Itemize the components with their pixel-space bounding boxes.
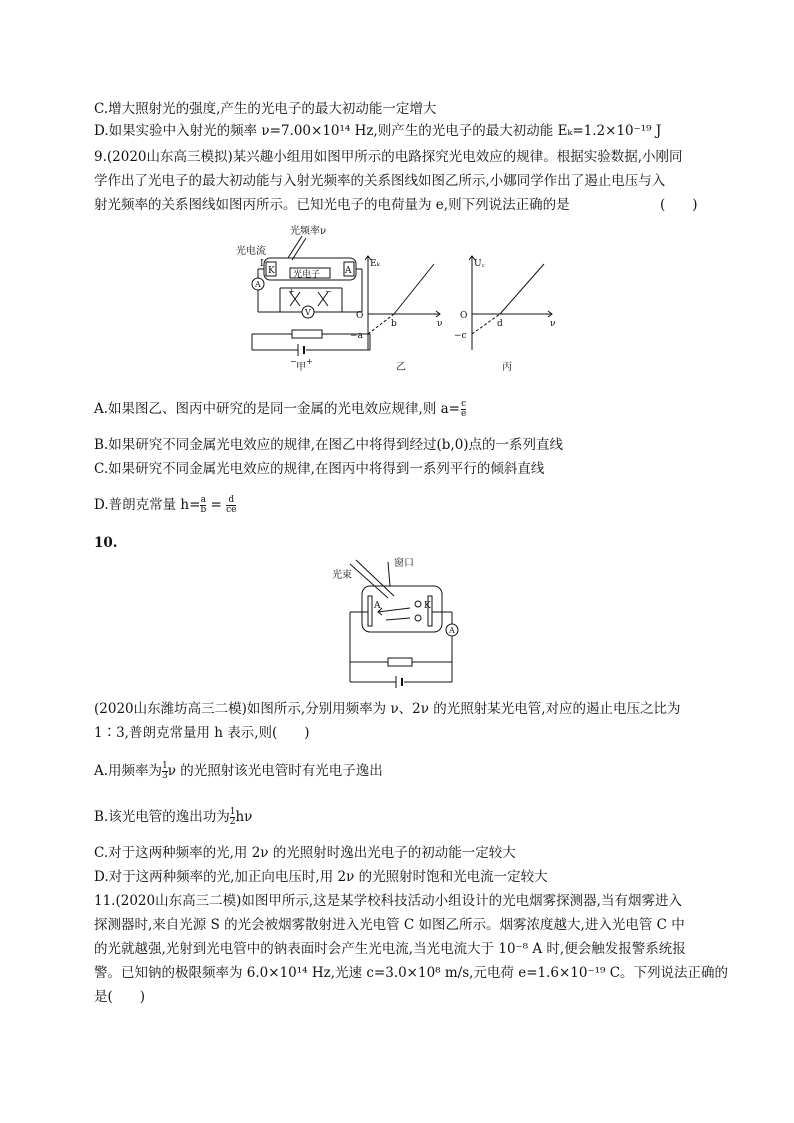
q9-stem-line3: 射光频率的关系图线如图丙所示。已知光电子的电荷量为 e,则下列说法正确的是: [94, 197, 570, 213]
q11-stem-line4: 警。已知钠的极限频率为 6.0×10¹⁴ Hz,光速 c=3.0×10⁸ m/s,元电荷 e=1.6×10⁻¹⁹ C。下列说法正确的: [94, 965, 729, 981]
q10-option-b: B.该光电管的逸出功为 $\frac{1}{2}$ hν: [94, 807, 253, 827]
bing-d-label: d: [497, 319, 503, 329]
q11-stem-line3: 的光就越强,光射到光电管中的钠表面时会产生光电流,当光电流大于 10⁻⁸ A 时,便会触发报警系统报: [94, 941, 686, 957]
q10-ammeter-label: A: [449, 626, 455, 635]
label-jia: 甲: [296, 362, 306, 373]
q8-option-c: C.增大照射光的强度,产生的光电子的最大初动能一定增大: [94, 101, 437, 117]
label-bing: 丙: [502, 362, 512, 373]
jia-ammeter-label: A: [255, 280, 261, 289]
q8-option-d: D.如果实验中入射光的频率 ν=7.00×10¹⁴ Hz,则产生的光电子的最大初动能 Eₖ=1.2×10⁻¹⁹ J: [94, 123, 662, 139]
yi-b-label: b: [391, 319, 397, 329]
jia-voltmeter-label: V: [305, 308, 311, 317]
q9-option-a-fraction: $\frac{c}{e}$: [460, 399, 467, 419]
q10-K-label: K: [424, 601, 431, 611]
q9-answer-blank: ( ): [660, 197, 698, 213]
q9-figure: [230, 222, 570, 374]
jia-plus: +: [288, 287, 295, 296]
q10-option-c: C.对于这两种频率的光,用 2ν 的光照射时逸出光电子的初动能一定较大: [94, 845, 516, 861]
yi-origin-label: O: [356, 311, 364, 321]
figure-bing-graph: [469, 256, 552, 350]
q10-number: 10.: [94, 535, 118, 551]
bing-origin-label: O: [460, 311, 468, 321]
jia-A-label: A: [345, 266, 352, 276]
q9-option-a: A.如果图乙、图丙中研究的是同一金属的光电效应规律,则 a= $\frac{c}{e}$: [94, 399, 467, 419]
yi-a-label: −a: [350, 331, 363, 341]
jia-battery-plus: +: [306, 357, 313, 366]
q10-option-b-fraction: $\frac{1}{2}$: [229, 807, 236, 827]
q9-option-c: C.如果研究不同金属光电效应的规律,在图丙中将得到一系列平行的倾斜直线: [94, 461, 545, 477]
q10-option-a: A.用频率为 $\frac{1}{3}$ ν 的光照射该光电管时有光电子逸出: [94, 761, 383, 781]
q9-option-d: D.普朗克常量 h= $\frac{a}{b}$ = $\frac{d}{ce}$: [94, 495, 237, 515]
label-yi: 乙: [396, 362, 406, 373]
yi-x-axis-label: ν: [437, 319, 443, 329]
jia-K-label: K: [268, 266, 275, 276]
bing-c-label: −c: [454, 331, 467, 341]
jia-photoelectron-label: 光电子: [293, 270, 321, 280]
q11-stem-line5: 是( ): [94, 989, 146, 1005]
q10-option-a-fraction: $\frac{1}{3}$: [162, 761, 168, 781]
q11-stem-line1: 11.(2020山东高三二模)如图甲所示,这是某学校科技活动小组设计的光电烟雾探测器,当有烟雾进入: [94, 893, 682, 909]
q10-stem-line2: 1∶3,普朗克常量用 h 表示,则( ): [94, 725, 310, 741]
q9-option-d-fraction2: $\frac{d}{ce}$: [226, 495, 237, 515]
bing-x-axis-label: ν: [550, 319, 556, 329]
q10-A-label: A: [374, 601, 381, 611]
q9-option-d-fraction1: $\frac{a}{b}$: [200, 495, 207, 515]
bing-y-axis-label: U꜀: [474, 259, 485, 269]
q9-stem-line2: 学作出了光电子的最大初动能与入射光频率的关系图线如图乙所示,小娜同学作出了遏止电压与入: [94, 173, 666, 189]
q10-window-label: 窗口: [394, 558, 414, 569]
q10-figure: [330, 556, 460, 688]
q10-beam-label: 光束: [332, 570, 352, 581]
jia-I-label: I: [260, 259, 264, 269]
jia-light-frequency-label: 光频率ν: [290, 226, 327, 237]
jia-minus: −: [325, 287, 332, 296]
jia-battery-minus: −: [290, 357, 297, 366]
q10-option-d: D.对于这两种频率的光,加正向电压时,用 2ν 的光照射时饱和光电流一定较大: [94, 869, 548, 885]
jia-current-label: 光电流: [236, 246, 266, 257]
q9-option-b: B.如果研究不同金属光电效应的规律,在图乙中将得到经过(b,0)点的一系列直线: [94, 437, 564, 453]
figure-yi-graph: [365, 256, 443, 350]
yi-y-axis-label: Eₖ: [370, 259, 380, 269]
q9-stem-line1: 9.(2020山东高三模拟)某兴趣小组用如图甲所示的电路探究光电效应的规律。根据实验数据,小刚同: [94, 149, 683, 165]
q10-stem-line1: (2020山东潍坊高三二模)如图所示,分别用频率为 ν、2ν 的光照射某光电管,对应的遏止电压之比为: [94, 701, 681, 717]
q11-stem-line2: 探测器时,来自光源 S 的光会被烟雾散射进入光电管 C 如图乙所示。烟雾浓度越大,进入光电管 C 中: [94, 917, 685, 933]
q10-circuit: [350, 560, 458, 688]
